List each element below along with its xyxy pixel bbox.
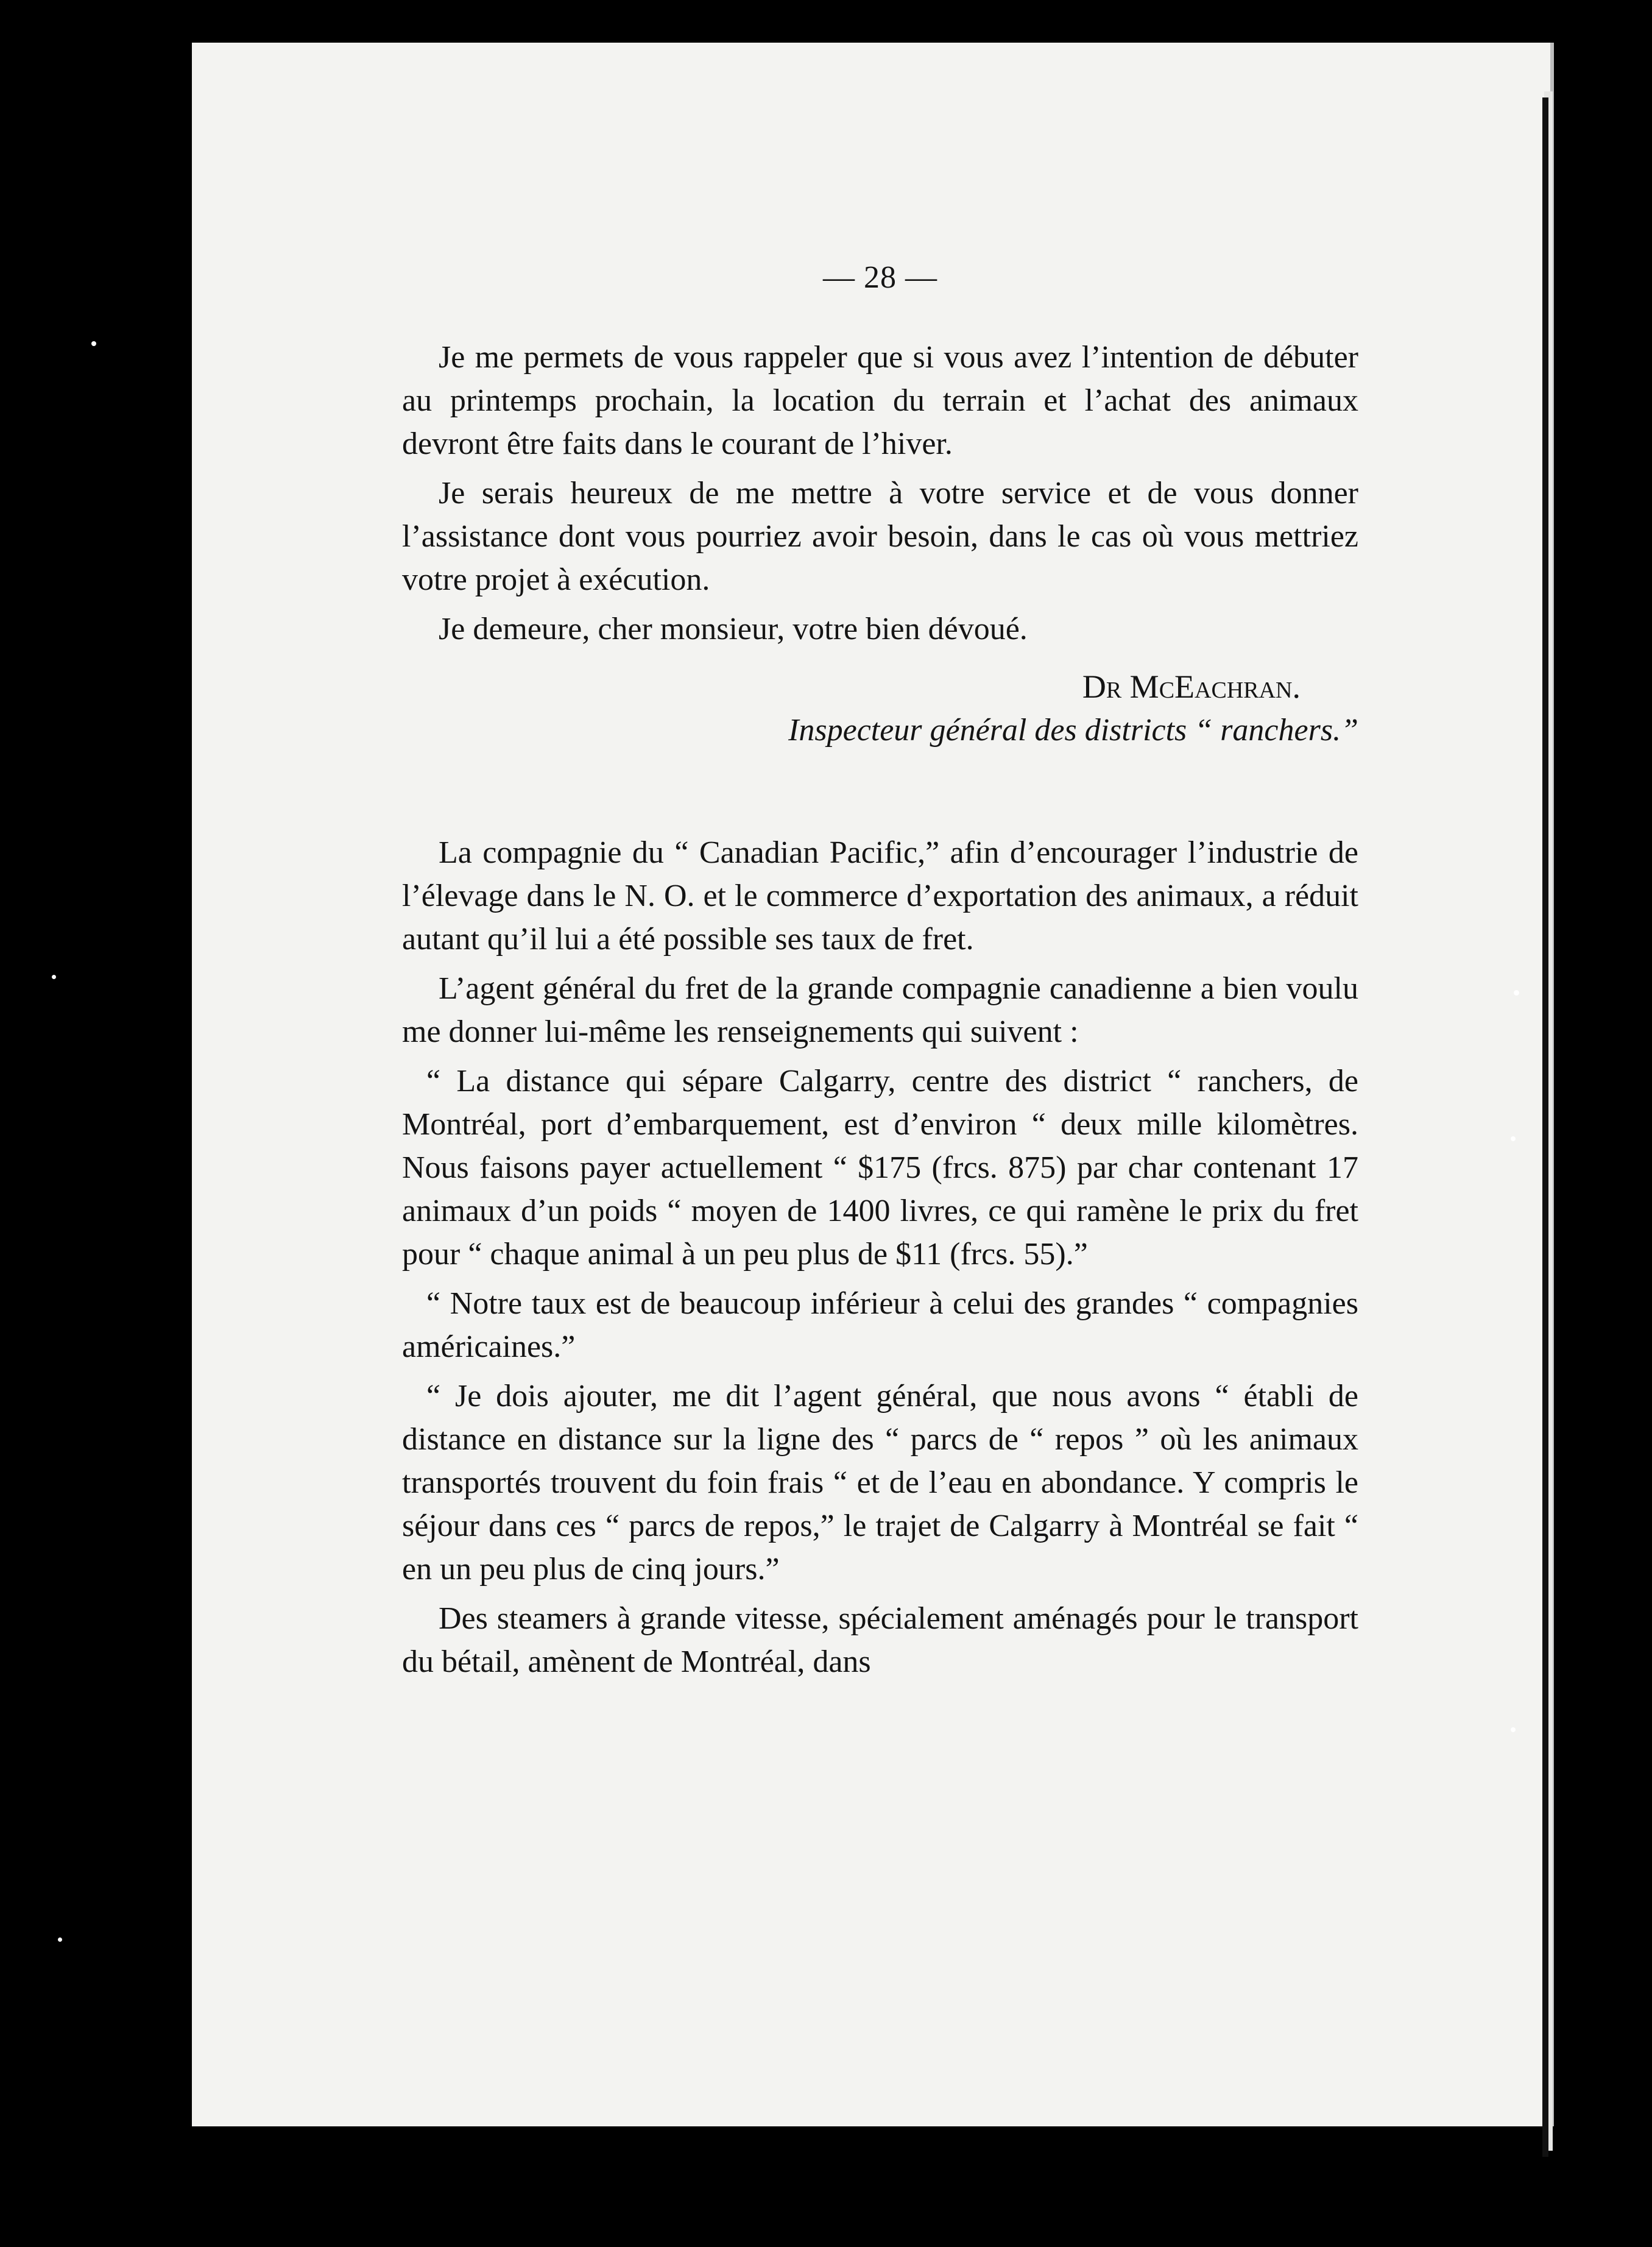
paragraph: Je me permets de vous rappeler que si vous avez l’intention de débuter au printemps prochain, la location du terrain et l’achat des animaux devront être faits dans le courant de l’hiver.: [402, 340, 1358, 461]
paragraph: Je serais heureux de me mettre à votre service et de vous donner l’assistance dont vous pourriez avoir besoin, dans le cas où vous mettriez votre projet à exécution.: [402, 476, 1358, 597]
dust-speck: [52, 975, 56, 979]
quoted-paragraph: “ Notre taux est de beaucoup inférieur à celui des grandes “ compagnies américaines.”: [402, 1286, 1358, 1364]
binding-spine: [1542, 97, 1548, 2157]
dust-speck: [58, 1937, 62, 1942]
signature: Dr McEachran.: [1082, 668, 1301, 705]
page-number: — 28 —: [823, 260, 937, 295]
dust-speck: [91, 341, 96, 346]
dust-speck: [1511, 1727, 1516, 1732]
quoted-paragraph: “ La distance qui sépare Calgarry, centre des district “ ranchers, de Montréal, port d’embarquement, est d’environ “ deux mille kilomètres. Nous faisons payer actuellement “ $175 (frcs. 875) par char contenant 17 animaux d’un poids “ moyen de 1400 livres, ce qui ramène le prix du fret pour “ chaque animal à un peu plus de $11 (frcs. 55).”: [402, 1064, 1358, 1272]
dust-speck: [1511, 1136, 1516, 1141]
signature-title: Inspecteur général des districts “ ranchers.”: [788, 713, 1358, 748]
paragraph: L’agent général du fret de la grande compagnie canadienne a bien voulu me donner lui-même les renseignements qui suivent :: [402, 971, 1358, 1049]
paragraph: La compagnie du “ Canadian Pacific,” afin d’encourager l’industrie de l’élevage dans le N. O. et le commerce d’exportation des animaux, a réduit autant qu’il lui a été possible ses taux de fret.: [402, 835, 1358, 957]
dust-speck: [1514, 990, 1519, 996]
quoted-paragraph: “ Je dois ajouter, me dit l’agent général, que nous avons “ établi de distance en distance sur la ligne des “ parcs de “ repos ” où les animaux transportés trouvent du foin frais “ et de l’eau en abondance. Y compris le séjour dans ces “ parcs de repos,” le trajet de Calgarry à Montréal se fait “ en un peu plus de cinq jours.”: [402, 1379, 1358, 1587]
page-text: [402, 256, 1358, 1690]
paragraph: Des steamers à grande vitesse, spécialement aménagés pour le transport du bétail, amènent de Montréal, dans: [402, 1601, 1358, 1679]
paragraph: Je demeure, cher monsieur, votre bien dévoué.: [439, 612, 1028, 646]
